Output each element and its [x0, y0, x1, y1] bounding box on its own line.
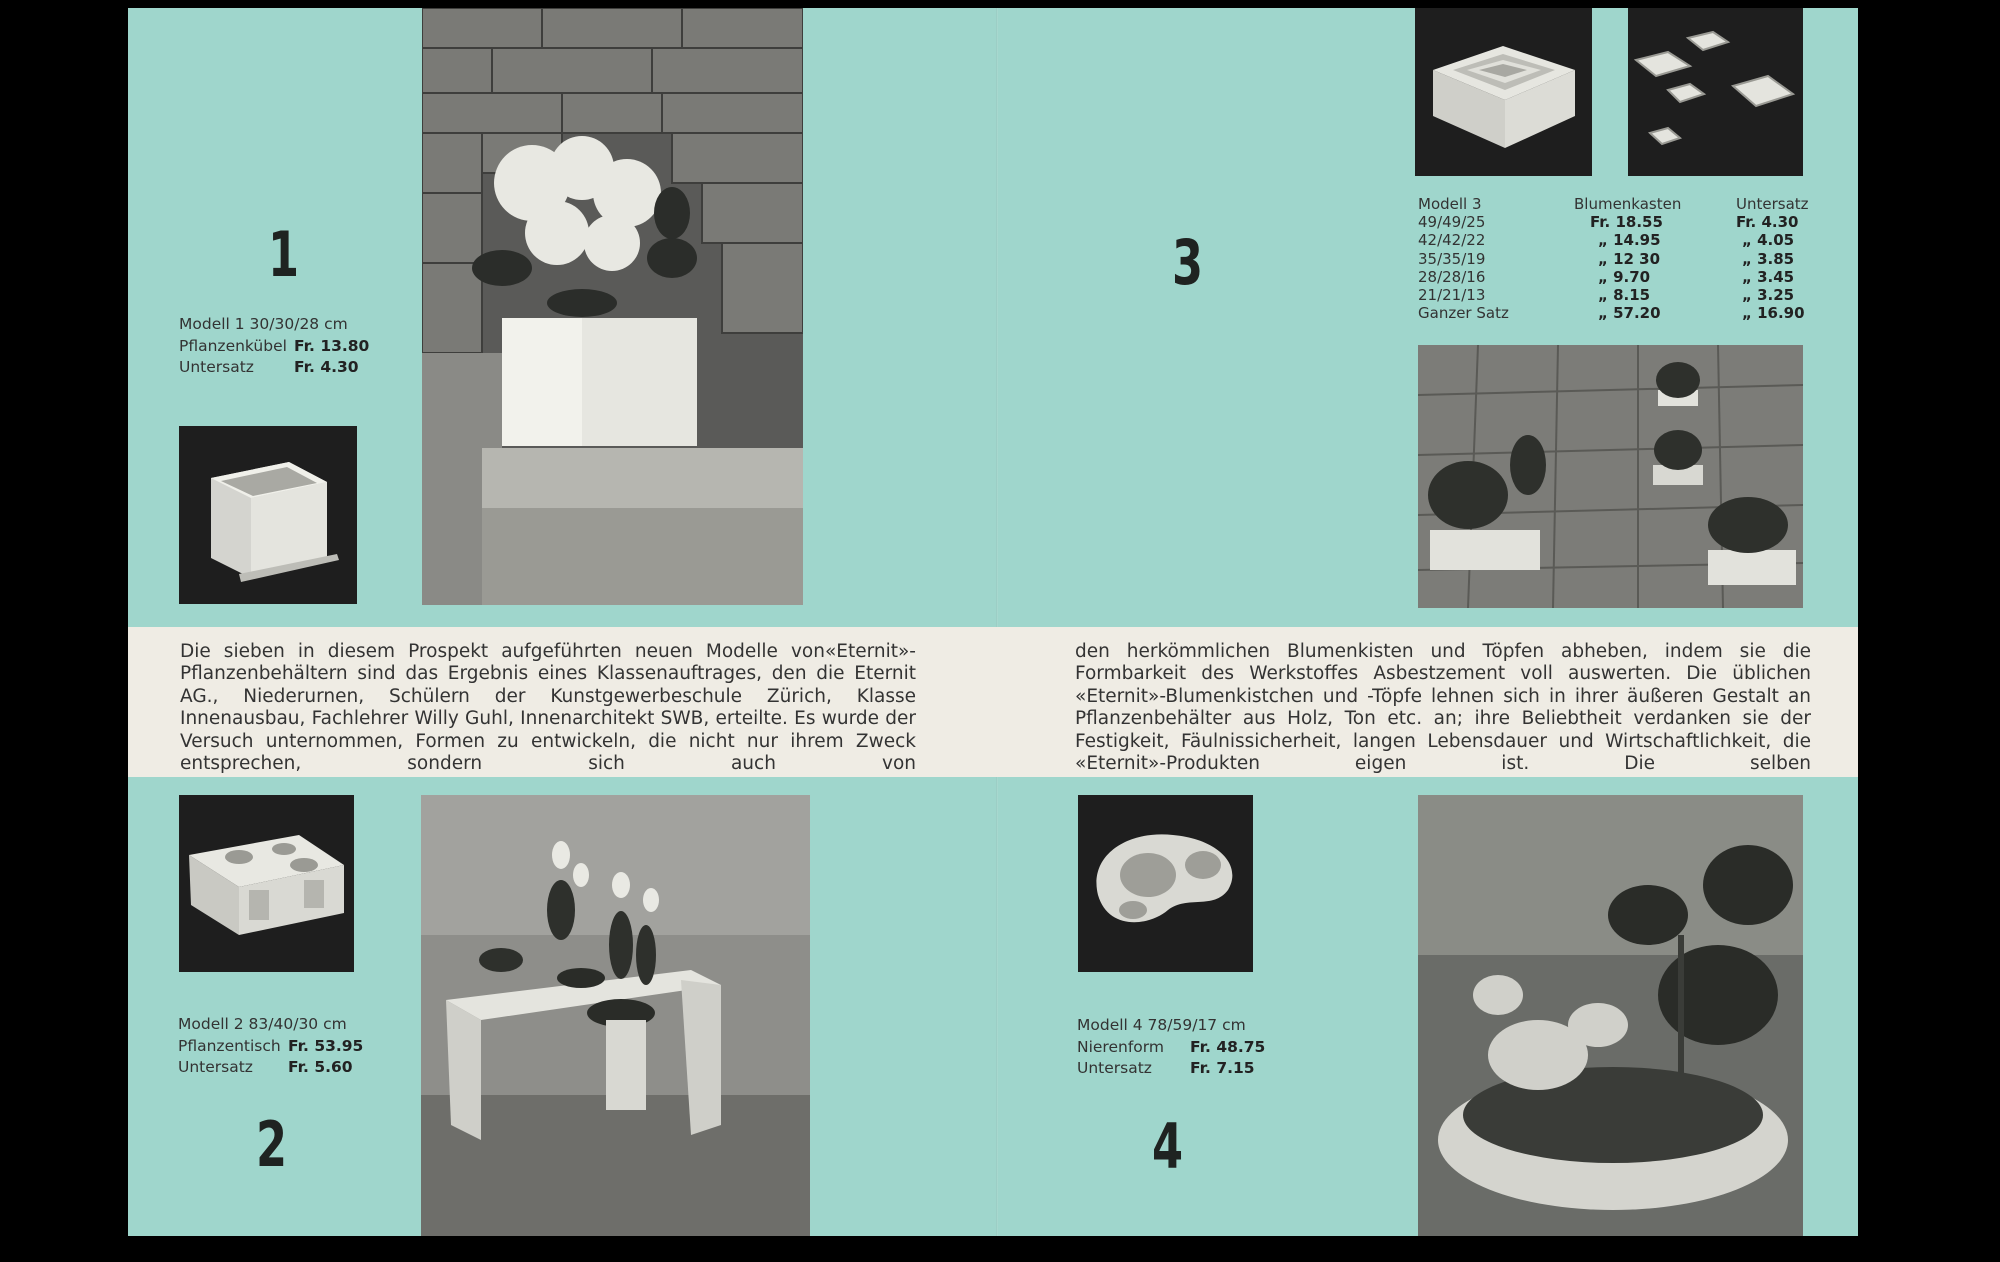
model2-dimensions: Modell 2 83/40/30 cm: [178, 1015, 347, 1033]
model4-spec: [1077, 1015, 1266, 1080]
model2-table-photo: [421, 795, 810, 1236]
model3-nested-boxes-photo: [1415, 8, 1592, 176]
model3-separate-boxes-photo: [1628, 8, 1803, 176]
model4-saucer-price: Fr. 7.15: [1190, 1059, 1255, 1077]
model1-saucer-price: Fr. 4.30: [294, 358, 359, 376]
model2-saucer-label: Untersatz: [178, 1058, 253, 1076]
model4-product-photo: [1078, 795, 1253, 972]
model1-number: 1: [268, 218, 300, 291]
model4-garden-photo: [1418, 795, 1803, 1236]
model1-spec: [179, 314, 370, 379]
model4-item-label: Nierenform: [1077, 1037, 1164, 1056]
model3-floor-photo: [1418, 345, 1803, 608]
model2-saucer-price: Fr. 5.60: [288, 1058, 353, 1076]
model2-item-price: Fr. 53.95: [288, 1036, 364, 1055]
model1-product-photo: [179, 426, 357, 604]
model1-garden-photo: [422, 8, 803, 605]
intro-paragraph-right: den herkömmlichen Blumenkisten und Töpfen abheben, indem sie die Formbarkeit des Werkstoffes Asbestzement voll auswerten. Die üblichen «Eternit»-Blumenkistchen und -Töpfe lehnen sich in ihrer äußeren Gestalt an Pflanzenbehälter aus Holz, Ton etc. an; ihre Beliebtheit verdanken sie der Festigkeit, Fäulnissicherheit, langen Lebensdauer und Wirtschaftlichkeit, die «Eternit»-Produkten eigen ist. Die selben: [1075, 641, 1811, 775]
model1-item-price: Fr. 13.80: [294, 336, 370, 355]
model2-number: 2: [256, 1108, 288, 1181]
model2-product-photo: [179, 795, 354, 972]
model1-saucer-label: Untersatz: [179, 358, 254, 376]
model2-spec: [178, 1014, 364, 1079]
model4-item-price: Fr. 48.75: [1190, 1037, 1266, 1056]
model4-number: 4: [1152, 1110, 1184, 1183]
model1-dimensions: Modell 1 30/30/28 cm: [179, 315, 348, 333]
model4-saucer-label: Untersatz: [1077, 1059, 1152, 1077]
model2-item-label: Pflanzentisch: [178, 1036, 281, 1055]
page-fold: [996, 8, 998, 1236]
model1-item-label: Pflanzenkübel: [179, 336, 287, 355]
model3-number: 3: [1172, 226, 1204, 299]
intro-paragraph-left: Die sieben in diesem Prospekt aufgeführten neuen Modelle von«Eternit»-Pflanzenbehältern sind das Ergebnis eines Klassenauftrages, den die Eternit AG., Niederurnen, Schülern der Kunstgewerbeschule Zürich, Klasse Innenausbau, Fachlehrer Willy Guhl, Innenarchitekt SWB, erteilte. Es wurde der Versuch unternommen, Formen zu entwickeln, die nicht nur ihrem Zweck entsprechen, sondern sich auch von: [180, 641, 916, 775]
model4-dimensions: Modell 4 78/59/17 cm: [1077, 1016, 1246, 1034]
